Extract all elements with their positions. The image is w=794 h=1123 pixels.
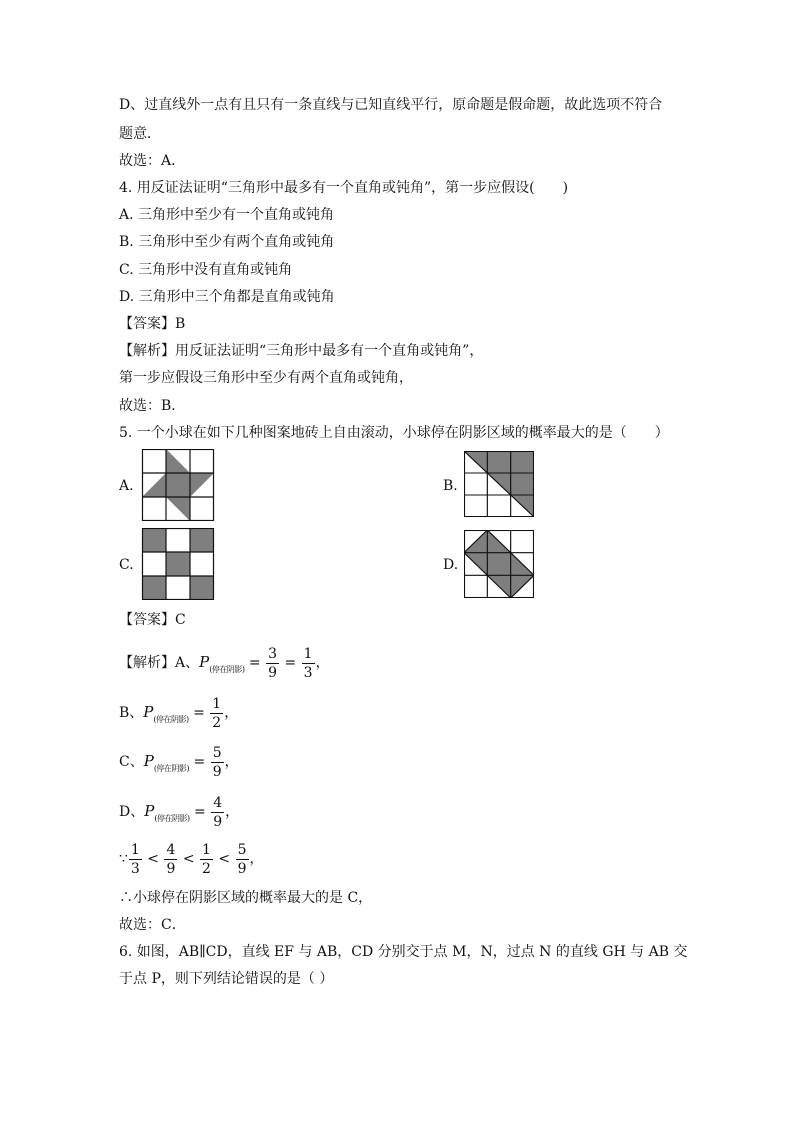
figure-c-shading [142, 528, 214, 600]
q4-analysis-line2: 第一步应假设三角形中至少有两个直角或钝角， [119, 370, 413, 386]
q3-choose: 故选：A． [119, 153, 186, 169]
equals-sign: = [280, 655, 301, 671]
denominator: 3 [303, 664, 313, 681]
q5-figure-b [464, 451, 534, 517]
q5-analysis-row [119, 691, 238, 733]
probability-subscript: (停在阴影) [153, 715, 189, 724]
because-symbol: ∵ [119, 851, 128, 867]
option-prefix: C、 [119, 754, 144, 770]
denominator: 2 [212, 714, 222, 731]
q4-option-d: D. 三角形中三个角都是直角或钝角 [119, 289, 335, 305]
q4-choose: 故选：B． [119, 398, 186, 414]
denominator: 2 [202, 860, 211, 877]
probability-symbol: P [143, 752, 154, 770]
q6-stem-line1: 6. 如图，AB∥CD，直线 EF 与 AB，CD 分别交于点 M，N，过点 N 的直线 GH 与 AB 交 [119, 944, 688, 960]
equals-sign: = [188, 705, 210, 721]
numerator: 3 [268, 645, 278, 662]
denominator: 9 [237, 860, 247, 877]
fraction [236, 843, 249, 876]
q5-answer [119, 610, 186, 630]
row-suffix: ， [224, 705, 239, 721]
q5-option-d-label: D. [443, 557, 459, 573]
row-suffix: ， [315, 655, 330, 671]
probability-subscript: (停在阴影) [153, 764, 190, 773]
numerator: 1 [130, 841, 140, 858]
option-prefix: D、 [119, 804, 145, 820]
fraction [211, 796, 224, 829]
numerator: 5 [237, 841, 247, 858]
fraction [129, 843, 142, 876]
less-than-sign: < [142, 851, 164, 867]
q5-option-b-label: B. [443, 478, 458, 494]
denominator: 9 [213, 813, 223, 830]
fraction [210, 697, 223, 730]
row-suffix: ， [249, 851, 264, 867]
denominator: 9 [212, 763, 222, 780]
answer-label: 【答案】 [119, 612, 175, 628]
row-suffix: ， [225, 804, 240, 820]
figure-d-shading [464, 530, 534, 598]
q4-option-b: B. 三角形中至少有两个直角或钝角 [119, 234, 335, 250]
answer-label: 【答案】 [119, 316, 175, 332]
q4-stem: 4. 用反证法证明“三角形中最多有一个直角或钝角”，第一步应假设( ) [119, 180, 569, 196]
q5-conclusion: ∴小球停在阴影区域的概率最大的是 C， [119, 890, 373, 906]
probability-symbol: P [199, 653, 210, 671]
numerator: 1 [202, 841, 211, 858]
fraction [211, 746, 224, 779]
probability-subscript: (停在阴影) [154, 814, 190, 823]
analysis-text: 用反证法证明“三角形中最多有一个直角或钝角”， [175, 343, 484, 359]
option-prefix: B、 [119, 705, 144, 721]
q5-figure-d [464, 530, 534, 598]
q3-option-d-line1: D、过直线外一点有且只有一条直线与已知直线平行，原命题是假命题，故此选项不符合 [119, 97, 663, 113]
row-suffix: ， [224, 754, 239, 770]
analysis-label: 【解析】 [119, 343, 175, 359]
fraction [164, 843, 177, 876]
q5-comparison-row [119, 838, 264, 880]
probability-symbol: P [144, 802, 155, 820]
less-than-sign: < [178, 851, 200, 867]
fraction [302, 647, 315, 680]
q5-analysis-row [119, 740, 239, 782]
option-prefix: A、 [175, 655, 200, 671]
figure-a-shading [142, 449, 214, 521]
numerator: 4 [166, 841, 176, 858]
q5-option-a-label: A. [119, 478, 134, 494]
q5-analysis-row [119, 641, 330, 683]
probability-symbol: P [143, 703, 154, 721]
q6-stem-line2: 于点 P，则下列结论错误的是（ ） [119, 971, 334, 987]
q4-analysis [119, 341, 483, 361]
less-than-sign: < [213, 851, 235, 867]
q5-figure-c [141, 528, 215, 600]
numerator: 1 [303, 645, 313, 662]
equals-sign: = [189, 754, 210, 770]
q5-stem: 5. 一个小球在如下几种图案地砖上自由滚动，小球停在阴影区域的概率最大的是（ ） [119, 425, 669, 441]
denominator: 9 [268, 664, 278, 681]
equals-sign: = [189, 804, 211, 820]
denominator: 9 [166, 860, 176, 877]
fraction [266, 647, 279, 680]
answer-value: B [175, 316, 186, 332]
q5-option-c-label: C. [119, 557, 134, 573]
q5-analysis-row [119, 790, 239, 832]
q4-answer [119, 314, 185, 334]
numerator: 4 [213, 794, 223, 811]
q3-option-d-line2: 题意． [119, 126, 161, 142]
analysis-label: 【解析】 [119, 655, 175, 671]
q5-choose: 故选：C． [119, 917, 186, 933]
equals-sign: = [244, 655, 266, 671]
numerator: 1 [212, 695, 222, 712]
denominator: 3 [130, 860, 140, 877]
q5-figure-a [141, 449, 215, 521]
answer-value: C [175, 612, 186, 628]
numerator: 5 [212, 744, 222, 761]
probability-subscript: (停在阴影) [209, 665, 245, 674]
fraction [200, 843, 213, 876]
q4-option-c: C. 三角形中没有直角或钝角 [119, 262, 293, 278]
q4-option-a: A. 三角形中至少有一个直角或钝角 [119, 207, 335, 223]
